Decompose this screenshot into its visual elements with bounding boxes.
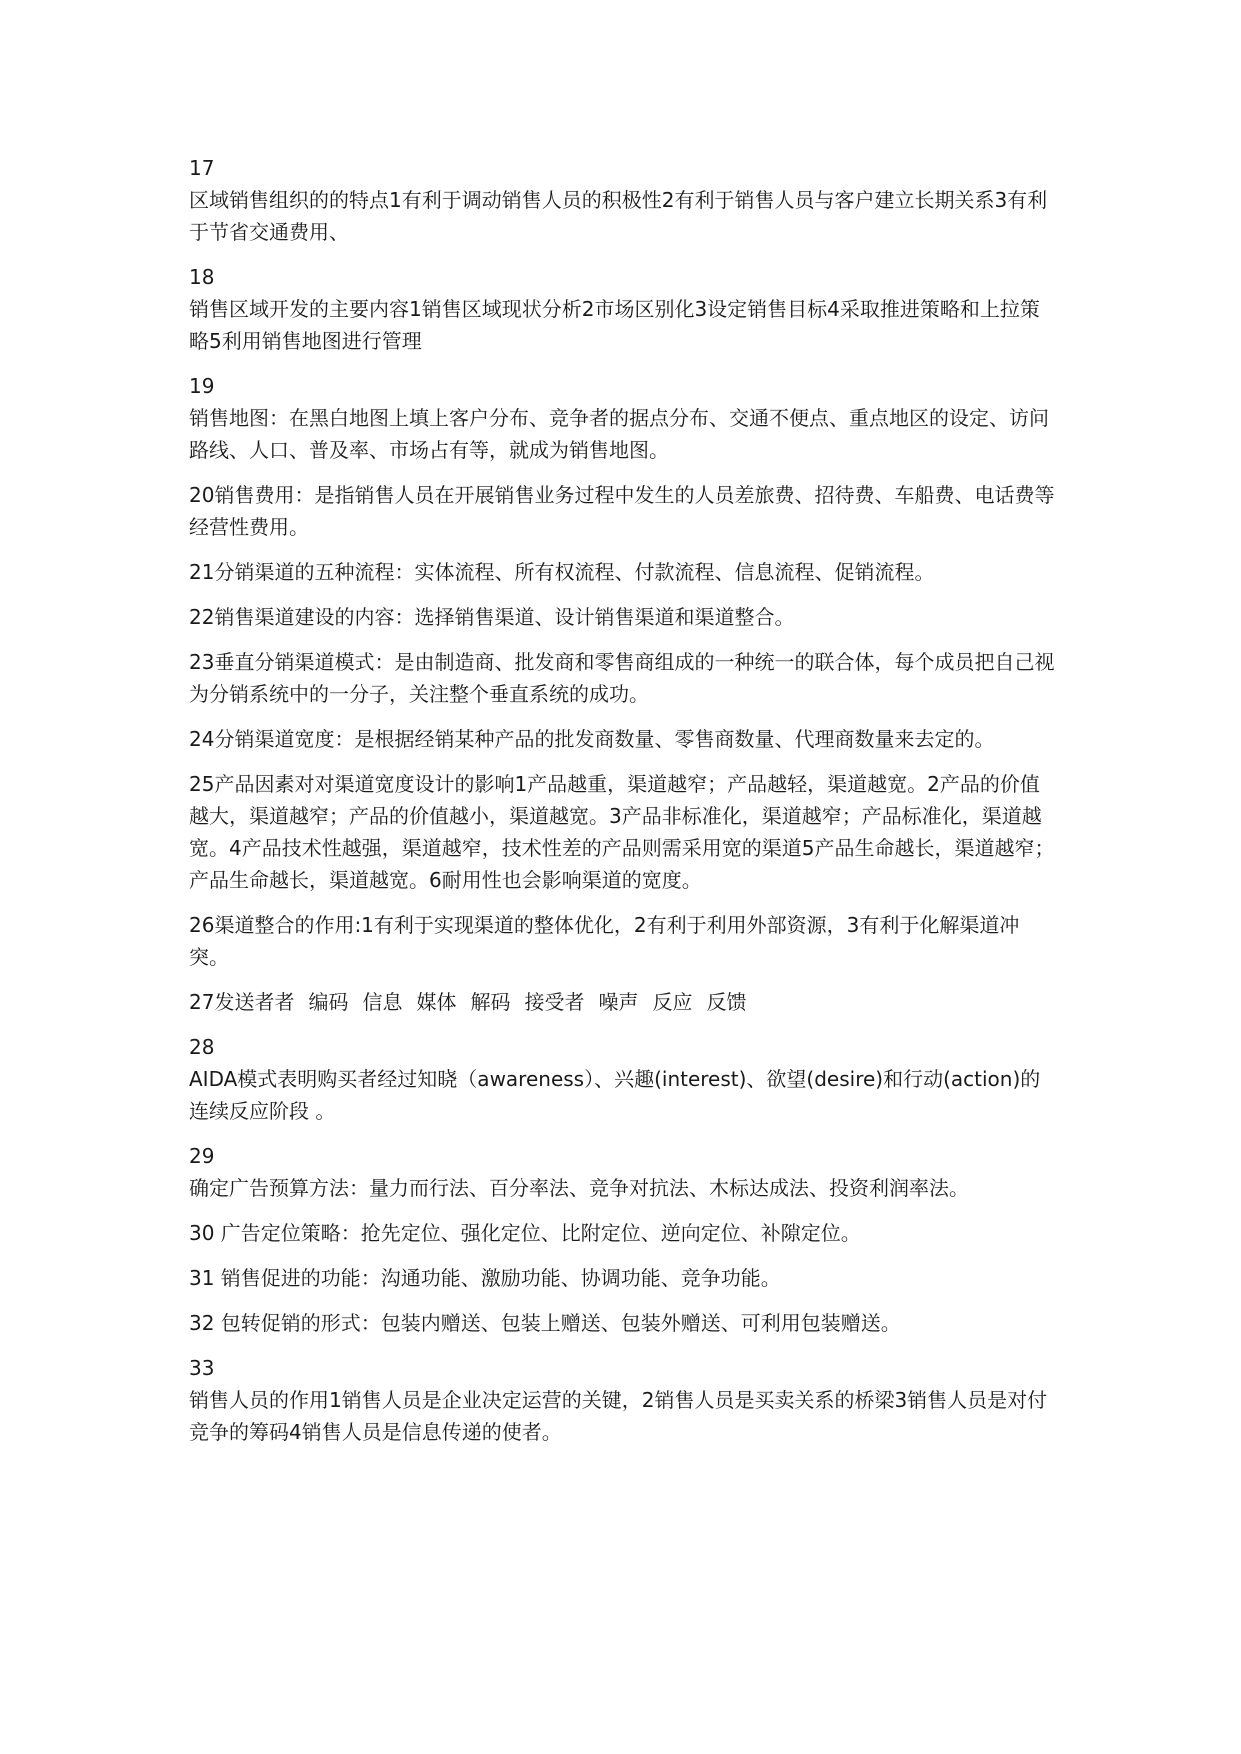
document-page xyxy=(189,152,1059,1461)
item-21 xyxy=(189,556,1059,588)
item-text: AIDA模式表明购买者经过知晓（awareness）、兴趣(interest)、欲望(desire)和行动(action)的连续反应阶段 。 xyxy=(189,1067,1041,1123)
item-26 xyxy=(189,909,1059,973)
flow-step: 噪声 xyxy=(598,990,639,1014)
item-22 xyxy=(189,601,1059,633)
item-number: 27 xyxy=(189,990,215,1014)
item-number: 33 xyxy=(189,1356,215,1380)
item-number: 28 xyxy=(189,1035,215,1059)
item-33 xyxy=(189,1352,1059,1448)
item-17 xyxy=(189,152,1059,248)
item-text: 销售区域开发的主要内容1销售区域现状分析2市场区别化3设定销售目标4采取推进策略和上拉策略5利用销售地图进行管理 xyxy=(189,297,1040,353)
item-text: 22销售渠道建设的内容：选择销售渠道、设计销售渠道和渠道整合。 xyxy=(189,605,795,629)
flow-step: 编码 xyxy=(308,990,349,1014)
flow-step: 解码 xyxy=(470,990,511,1014)
item-30 xyxy=(189,1217,1059,1249)
item-text: 销售人员的作用1销售人员是企业决定运营的关键，2销售人员是买卖关系的桥梁3销售人员是对付竞争的筹码4销售人员是信息传递的使者。 xyxy=(189,1388,1048,1444)
flow-step: 反应 xyxy=(652,990,693,1014)
item-18 xyxy=(189,261,1059,357)
item-text: 25产品因素对对渠道宽度设计的影响1产品越重，渠道越窄；产品越轻，渠道越宽。2产品的价值越大，渠道越窄；产品的价值越小，渠道越宽。3产品非标准化，渠道越窄；产品标准化，渠道越宽。4产品技术性越强，渠道越窄，技术性差的产品则需采用宽的渠道5产品生命越长，渠道越窄；产品生命越长，渠道越宽。6耐用性也会影响渠道的宽度。 xyxy=(189,772,1055,892)
item-text: 区域销售组织的的特点1有利于调动销售人员的积极性2有利于销售人员与客户建立长期关系3有利于节省交通费用、 xyxy=(189,188,1048,244)
item-27 xyxy=(189,986,1059,1018)
flow-step: 接受者 xyxy=(524,990,585,1014)
item-number: 18 xyxy=(189,265,215,289)
item-text: 销售地图：在黑白地图上填上客户分布、竞争者的据点分布、交通不便点、重点地区的设定、访问路线、人口、普及率、市场占有等，就成为销售地图。 xyxy=(189,406,1049,462)
item-23 xyxy=(189,646,1059,710)
item-number: 17 xyxy=(189,156,215,180)
item-20 xyxy=(189,479,1059,543)
flow-step: 媒体 xyxy=(416,990,457,1014)
flow-step: 信息 xyxy=(362,990,403,1014)
item-text: 24分销渠道宽度：是根据经销某种产品的批发商数量、零售商数量、代理商数量来去定的。 xyxy=(189,727,995,751)
item-text: 32 包转促销的形式：包装内赠送、包装上赠送、包装外赠送、可利用包装赠送。 xyxy=(189,1311,901,1335)
item-28 xyxy=(189,1031,1059,1127)
flow-step: 反馈 xyxy=(706,990,747,1014)
flow-step: 发送者者 xyxy=(214,990,295,1014)
item-text: 确定广告预算方法：量力而行法、百分率法、竞争对抗法、木标达成法、投资利润率法。 xyxy=(189,1176,969,1200)
item-text: 23垂直分销渠道模式：是由制造商、批发商和零售商组成的一种统一的联合体，每个成员把自己视为分销系统中的一分子，关注整个垂直系统的成功。 xyxy=(189,650,1055,706)
item-text: 20销售费用：是指销售人员在开展销售业务过程中发生的人员差旅费、招待费、车船费、电话费等经营性费用。 xyxy=(189,483,1055,539)
item-19 xyxy=(189,370,1059,466)
item-number: 29 xyxy=(189,1144,215,1168)
item-24 xyxy=(189,723,1059,755)
item-number: 19 xyxy=(189,374,215,398)
item-31 xyxy=(189,1262,1059,1294)
item-32 xyxy=(189,1307,1059,1339)
item-text: 30 广告定位策略：抢先定位、强化定位、比附定位、逆向定位、补隙定位。 xyxy=(189,1221,861,1245)
item-text: 26渠道整合的作用:1有利于实现渠道的整体优化，2有利于利用外部资源，3有利于化解渠道冲突。 xyxy=(189,913,1020,969)
item-29 xyxy=(189,1140,1059,1204)
item-text: 31 销售促进的功能：沟通功能、激励功能、协调功能、竞争功能。 xyxy=(189,1266,781,1290)
item-25 xyxy=(189,768,1059,896)
item-text: 21分销渠道的五种流程：实体流程、所有权流程、付款流程、信息流程、促销流程。 xyxy=(189,560,935,584)
